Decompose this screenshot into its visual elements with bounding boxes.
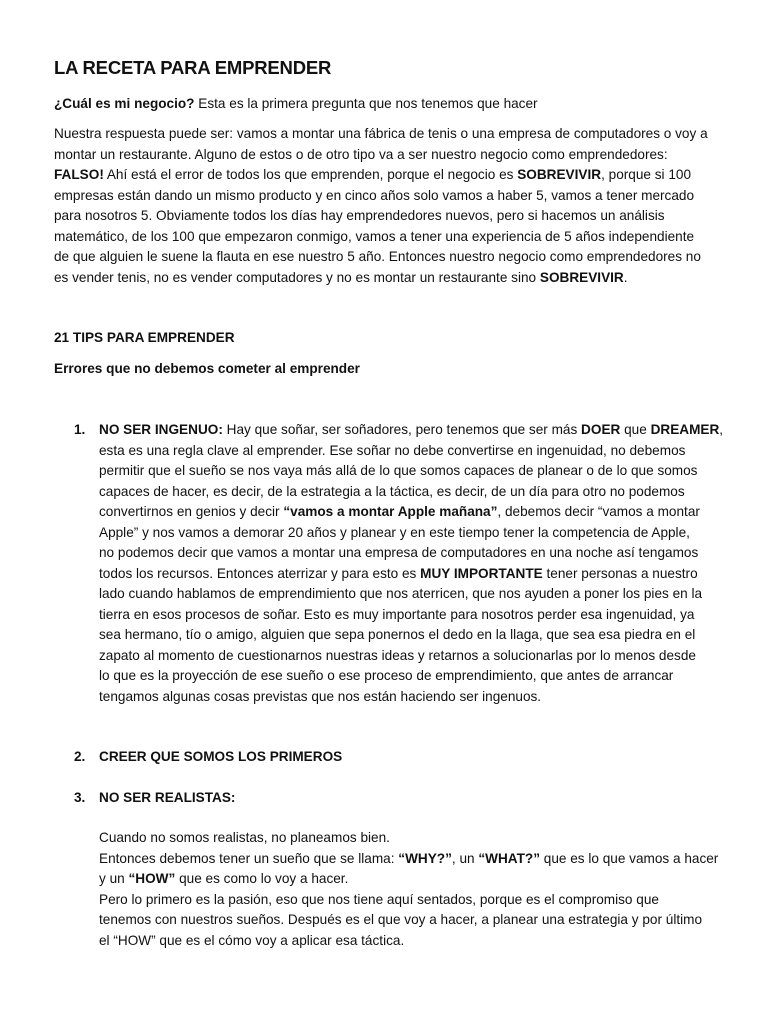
list-item-3	[74, 788, 724, 809]
document-title: LA RECETA PARA EMPRENDER	[54, 57, 332, 78]
how-bold: “HOW”	[128, 871, 176, 886]
list-text: que es como lo voy a hacer.	[175, 871, 349, 886]
what-bold: “WHAT?”	[478, 850, 540, 866]
list-line	[99, 564, 724, 585]
paragraph-line: Nuestra respuesta puede ser: vamos a montar una fábrica de tenis o una empresa de computadores o voy a	[54, 126, 708, 141]
list-text: , un	[451, 850, 479, 866]
list-text: Hay que soñar, ser soñadores, pero tenemos que ser más	[222, 422, 582, 437]
paragraph-text: es vender tenis, no es vender computadores y no es montar un restaurante sino	[54, 269, 540, 285]
apple-quote-bold: “vamos a montar Apple mañana”	[283, 504, 498, 519]
list-text: y un	[99, 871, 129, 886]
list-text: todos los recursos. Entonces aterrizar y para esto es	[99, 565, 421, 581]
list-line: Cuando no somos realistas, no planeamos bien.	[99, 830, 390, 845]
sobrevivir-bold: SOBREVIVIR	[539, 269, 624, 285]
paragraph-text: Ahí está el error de todos los que emprenden, porque el negocio es	[103, 167, 518, 182]
item-heading-bold: NO SER REALISTAS:	[99, 790, 236, 805]
list-line: tengamos algunas cosas previstas que nos están haciendo ser ingenuos.	[99, 688, 542, 704]
paragraph-1	[54, 124, 724, 288]
list-line: el “HOW” que es el cómo voy a aplicar esa táctica.	[99, 932, 405, 948]
list-item-1	[74, 420, 724, 707]
list-text: , debemos decir “vamos a montar	[497, 504, 700, 519]
falso-bold: FALSO!	[54, 167, 104, 182]
item-heading-bold: NO SER INGENUO:	[99, 422, 223, 437]
list-item-3-body	[74, 828, 724, 951]
doer-bold: DOER	[581, 422, 621, 437]
paragraph-text: , porque si 100	[601, 167, 692, 182]
list-number: 2.	[74, 749, 86, 764]
errors-heading: Errores que no debemos cometer al emprender	[54, 361, 360, 376]
paragraph-line: empresas están dando un mismo producto y en cinco años solo vamos a haber 5, vamos a tener mercado	[54, 187, 695, 203]
dreamer-bold: DREAMER	[650, 422, 720, 437]
list-line	[99, 502, 724, 523]
list-text: tener personas a nuestro	[542, 565, 698, 581]
paragraph-line: montar un restaurante. Alguno de estos o de otro tipo va a ser nuestro negocio como emprendedores:	[54, 146, 668, 162]
list-line: tenemos con nuestros sueños. Después es el que voy a hacer, a planear una estrategia y por último	[99, 912, 703, 927]
muy-importante-bold: MUY IMPORTANTE	[420, 565, 543, 581]
paragraph-line: matemático, de los 100 que empezaron conmigo, vamos a tener una experiencia de 5 años independiente	[54, 228, 695, 244]
list-line	[99, 849, 724, 870]
intro-question-rest: Esta es la primera pregunta que nos tenemos que hacer	[194, 96, 538, 111]
item-heading-bold: CREER QUE SOMOS LOS PRIMEROS	[99, 749, 343, 764]
paragraph-text: .	[623, 269, 628, 285]
list-line: permitir que el sueño se nos vaya más allá de lo que somos capaces de planear o de lo que somos	[99, 463, 698, 478]
paragraph-line	[54, 268, 724, 289]
list-line: zapato al momento de cuestionarnos nuestras ideas y retarnos a solucionarlas por lo menos desde	[99, 647, 696, 663]
list-line: no podemos decir que vamos a montar una empresa de computadores en una noche así tengamos	[99, 545, 699, 560]
tips-heading: 21 TIPS PARA EMPRENDER	[54, 330, 235, 345]
list-item-2	[74, 747, 724, 768]
list-text: que es lo que vamos a hacer	[540, 850, 719, 866]
paragraph-line: para nosotros 5. Obviamente todos los días hay emprendedores nuevos, pero si hacemos un análisis	[54, 208, 665, 223]
list-text: que	[620, 422, 651, 437]
list-line: lo que es la proyección de ese sueño o ese proceso de emprendimiento, que antes de arrancar	[99, 668, 674, 683]
list-line	[99, 869, 724, 890]
paragraph-line: de que alguien le suene la flauta en ese nuestro 5 año. Entonces nuestro negocio como emprendedores no	[54, 249, 701, 264]
list-text: convertirnos en genios y decir	[99, 504, 284, 519]
list-text: ,	[719, 422, 724, 437]
list-text: Entonces debemos tener un sueño que se llama:	[99, 850, 399, 866]
why-bold: “WHY?”	[398, 850, 452, 866]
list-line: lado cuando hablamos de emprendimiento que nos aterricen, que nos ayuden a poner los pies en la	[99, 586, 703, 601]
list-line: Pero lo primero es la pasión, eso que nos tiene aquí sentados, porque es el compromiso que	[99, 891, 659, 907]
list-line: Apple” y nos vamos a demorar 20 años y planear y en este tiempo tener la competencia de Apple,	[99, 524, 690, 540]
list-line: tierra en esos procesos de soñar. Esto es muy importante para nosotros perder esa ingenuidad, ya	[99, 606, 695, 622]
list-number: 1.	[74, 422, 86, 437]
list-number: 3.	[74, 790, 86, 805]
paragraph-line	[54, 165, 724, 186]
intro-question-bold: ¿Cuál es mi negocio?	[54, 96, 195, 111]
list-line	[99, 420, 724, 441]
intro-question	[54, 94, 724, 115]
list-line: capaces de hacer, es decir, de la estrategia a la táctica, es decir, de un día para otro no podemos	[99, 483, 685, 499]
list-line: esta es una regla clave al emprender. Ese soñar no debe convertirse en ingenuidad, no debemos	[99, 442, 686, 458]
sobrevivir-bold: SOBREVIVIR	[517, 167, 602, 182]
list-line: sea hermano, tío o amigo, alguien que sepa ponernos el dedo en la llaga, que sea esa piedra en el	[99, 627, 696, 642]
